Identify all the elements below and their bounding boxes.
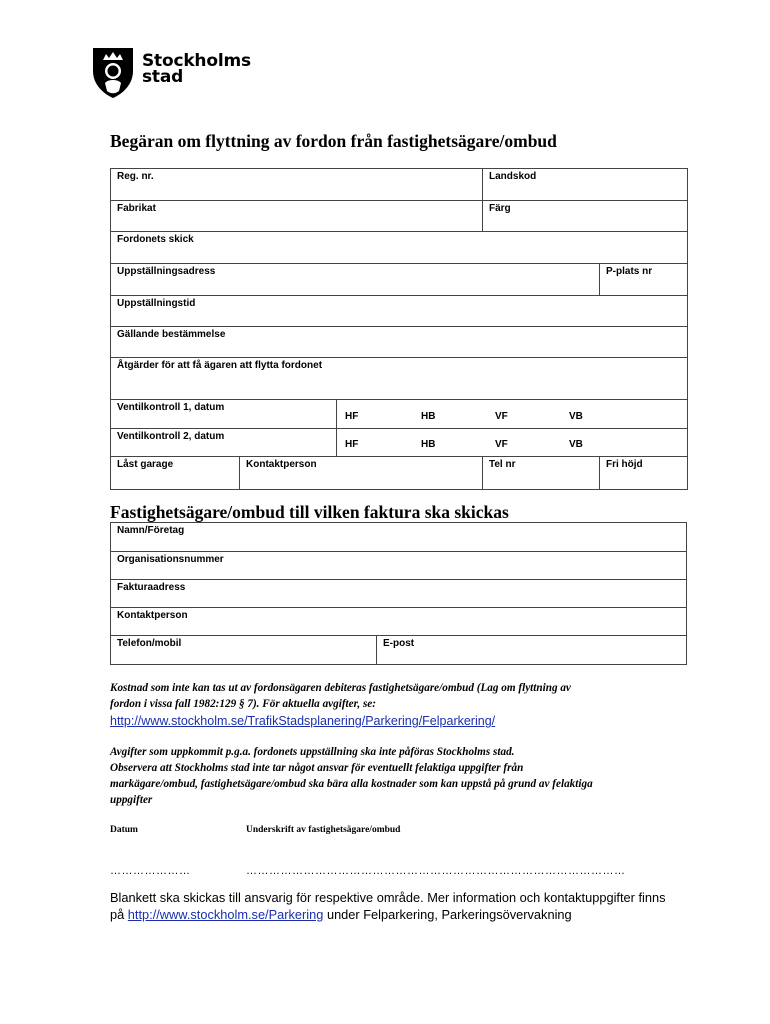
ventilkontroll-1-field[interactable]: Ventilkontroll 1, datum (111, 400, 337, 429)
wheel-vf-label: VF (495, 439, 508, 450)
wheel-hf-label: HF (345, 410, 359, 422)
fabrikat-field[interactable]: Fabrikat (111, 201, 483, 232)
atgarder-field[interactable]: Åtgärder för att få ägaren att flytta fordonet (111, 358, 688, 400)
last-garage-field[interactable]: Låst garage (111, 457, 240, 490)
logo-wordmark: Stockholms stad (142, 51, 251, 87)
wheel-vf-label: VF (495, 410, 508, 422)
vehicle-table (110, 168, 688, 490)
epost-field[interactable]: E-post (377, 636, 687, 665)
fee-note: Avgifter som uppkommit p.g.a. fordonets uppställning ska inte påföras Stockholms stad. Observera att Stockholms stad inte tar något ansvar för eventuellt felaktiga uppgifter från markägare/ombud, fastighetsägare/ombud ska bära alla kostnader som kan uppstå på grund av felaktiga uppgifter (110, 746, 593, 806)
invoice-section-title: Fastighetsägare/ombud till vilken faktura ska skickas (110, 502, 509, 522)
pplats-field[interactable]: P-plats nr (600, 264, 688, 296)
datum-label: Datum (110, 825, 138, 835)
reg-nr-field[interactable]: Reg. nr. (111, 169, 483, 201)
wheel-hb-label: HB (421, 439, 436, 450)
kontaktperson-field[interactable]: Kontaktperson (111, 608, 687, 636)
tel-nr-field[interactable]: Tel nr (483, 457, 600, 490)
stockholms-stad-logo (92, 47, 252, 99)
gallande-bestammelse-field[interactable]: Gällande bestämmelse (111, 327, 688, 358)
telefon-mobil-field[interactable]: Telefon/mobil (111, 636, 377, 665)
landskod-field[interactable]: Landskod (483, 169, 688, 201)
wheel-vb-label: VB (569, 439, 583, 450)
underskrift-signature-line[interactable]: ……………………………………………………………………………………… (246, 865, 626, 877)
city-crest-icon (92, 47, 134, 99)
fordonets-skick-field[interactable]: Fordonets skick (111, 232, 688, 264)
wheel-hf-label: HF (345, 439, 359, 450)
footer-text: Blankett ska skickas till ansvarig för respektive område. Mer information och kontaktuppgifter finns på http://www.stockholm.se/Parkering under Felparkering, Parkeringsövervakning (110, 890, 666, 922)
kontaktperson-field[interactable]: Kontaktperson (240, 457, 483, 490)
wheel-vb-label: VB (569, 410, 583, 422)
fri-hojd-field[interactable]: Fri höjd (600, 457, 688, 490)
uppstallningstid-field[interactable]: Uppställningstid (111, 296, 688, 327)
namn-foretag-field[interactable]: Namn/Företag (111, 523, 687, 552)
parkering-link[interactable]: http://www.stockholm.se/Parkering (127, 907, 324, 922)
fakturaadress-field[interactable]: Fakturaadress (111, 580, 687, 608)
ventilkontroll-2-wheels[interactable] (337, 429, 688, 457)
organisationsnummer-field[interactable]: Organisationsnummer (111, 552, 687, 580)
felparkering-link[interactable]: http://www.stockholm.se/TrafikStadsplanering/Parkering/Felparkering/ (110, 714, 496, 728)
ventilkontroll-2-field[interactable]: Ventilkontroll 2, datum (111, 429, 337, 457)
uppstallningsadress-field[interactable]: Uppställningsadress (111, 264, 600, 296)
form-title: Begäran om flyttning av fordon från fastighetsägare/ombud (110, 131, 557, 151)
wheel-hb-label: HB (421, 410, 436, 422)
underskrift-label: Underskrift av fastighetsägare/ombud (246, 825, 401, 835)
invoice-table (110, 522, 687, 665)
datum-signature-line[interactable]: ………………… (110, 865, 191, 877)
cost-note: Kostnad som inte kan tas ut av fordonsägaren debiteras fastighetsägare/ombud (Lag om flyttning av fordon i vissa fall 1982:129 § 7). För aktuella avgifter, se: http://www.stockholm.se/TrafikStadsplanering/Parkering/Felparkering/ (110, 682, 571, 728)
ventilkontroll-1-wheels[interactable] (337, 400, 688, 429)
farg-field[interactable]: Färg (483, 201, 688, 232)
